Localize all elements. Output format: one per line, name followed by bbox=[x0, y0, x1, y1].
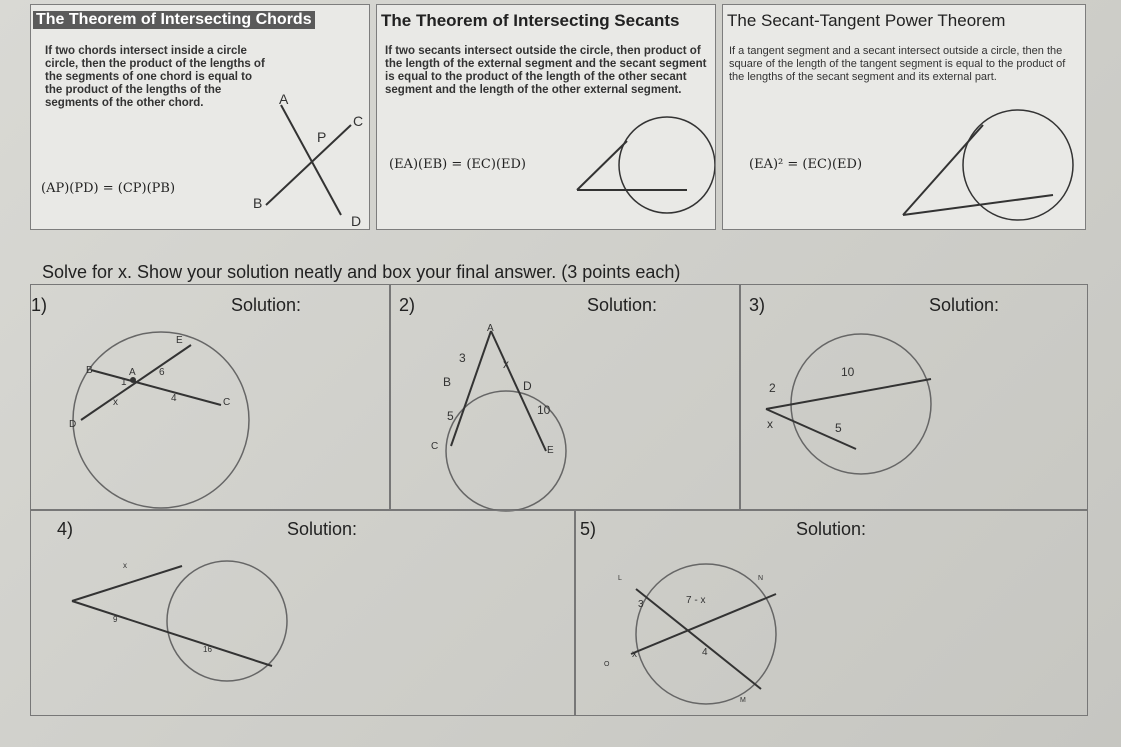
p1-label-4: 4 bbox=[171, 393, 177, 404]
secant-tangent-formula: (EA)² = (EC)(ED) bbox=[749, 157, 863, 172]
chords-text: If two chords intersect inside a circle circle, then the product of the lengths of the segments of one chord is equal to the product of the lengths of the segments of the other chord. bbox=[45, 45, 265, 109]
p2-label-a: A bbox=[487, 323, 494, 334]
problem-2-solution-label: Solution: bbox=[587, 295, 658, 315]
p1-label-c: C bbox=[223, 397, 231, 408]
problem-5-number: 5) bbox=[580, 519, 597, 539]
p5-label-3: 3 bbox=[638, 599, 644, 610]
p4-label-9: 9 bbox=[113, 615, 118, 624]
problem-4-solution-label: Solution: bbox=[287, 519, 358, 539]
problem-1-solution-label: Solution: bbox=[231, 295, 302, 315]
chords-formula: (AP)(PD) = (CP)(PB) bbox=[41, 181, 176, 196]
problem-4-box bbox=[30, 510, 575, 716]
problem-5-box bbox=[575, 510, 1088, 716]
p2-label-10: 10 bbox=[537, 403, 551, 417]
chords-label-a: A bbox=[279, 91, 289, 107]
p1-label-b: B bbox=[86, 365, 93, 376]
secants-formula: (EA)(EB) = (EC)(ED) bbox=[389, 157, 527, 172]
theorem-secant-tangent-panel bbox=[722, 4, 1086, 230]
problem-1-number: 1) bbox=[31, 295, 48, 315]
chords-title: The Theorem of Intersecting Chords bbox=[33, 11, 315, 29]
chords-label-d: D bbox=[351, 213, 362, 229]
p1-label-a: A bbox=[129, 367, 136, 378]
p5-label-x: x bbox=[632, 649, 637, 660]
chords-label-p: P bbox=[317, 129, 327, 145]
p3-label-x: x bbox=[767, 417, 773, 431]
secant-tangent-text: If a tangent segment and a secant intersect outside a circle, then the square of the length of the tangent segment is equal to the product of the lengths of the secant segment and its external part. bbox=[729, 45, 1066, 83]
p4-label-x: x bbox=[123, 561, 127, 570]
problem-3-solution-label: Solution: bbox=[929, 295, 1000, 315]
p1-label-x: x bbox=[113, 397, 118, 408]
p2-label-b: B bbox=[443, 375, 452, 389]
problem-2-number: 2) bbox=[399, 295, 416, 315]
problem-3-diagram bbox=[761, 309, 961, 509]
theorem-secants-panel bbox=[376, 4, 716, 230]
secant-tangent-diagram bbox=[893, 95, 1073, 225]
p1-label-6: 6 bbox=[159, 367, 165, 378]
p2-label-5: 5 bbox=[447, 409, 454, 423]
instructions: Solve for x. Show your solution neatly and box your final answer. (3 points each) bbox=[42, 262, 681, 282]
p3-label-2: 2 bbox=[769, 381, 776, 395]
p5-label-l: L bbox=[618, 575, 622, 582]
p2-label-3: 3 bbox=[459, 351, 466, 365]
p1-label-d: D bbox=[69, 419, 77, 430]
problem-4-diagram bbox=[67, 551, 307, 691]
p5-label-7-x: 7 - x bbox=[686, 595, 706, 606]
problem-1-box bbox=[30, 284, 390, 510]
p4-label-16: 16 bbox=[203, 645, 212, 654]
p3-label-5: 5 bbox=[835, 421, 842, 435]
p1-label-1: 1 bbox=[121, 377, 127, 388]
p5-label-m: M bbox=[740, 697, 746, 704]
secants-title: The Theorem of Intersecting Secants bbox=[381, 11, 680, 30]
problem-2-box bbox=[390, 284, 740, 510]
secants-text: If two secants intersect outside the circle, then product of the length of the external segment and the secant segment is equal to the product of the length of the other secant segment and the length of the other external segment. bbox=[385, 45, 707, 96]
secants-diagram bbox=[557, 105, 716, 225]
problem-5-solution-label: Solution: bbox=[796, 519, 867, 539]
p1-label-e: E bbox=[176, 335, 183, 346]
problem-3-number: 3) bbox=[749, 295, 766, 315]
p5-label-o: O bbox=[604, 661, 610, 668]
problem-3-box bbox=[740, 284, 1088, 510]
p5-label-n: N bbox=[758, 575, 764, 582]
theorem-chords-panel bbox=[30, 4, 370, 230]
chords-label-b: B bbox=[253, 195, 263, 211]
p2-label-e: E bbox=[547, 445, 554, 456]
problem-4-number: 4) bbox=[57, 519, 74, 539]
problem-5-diagram bbox=[596, 559, 796, 699]
p5-label-4: 4 bbox=[702, 647, 708, 658]
secant-tangent-title: The Secant-Tangent Power Theorem bbox=[727, 11, 1006, 30]
p2-label-x: x bbox=[503, 357, 509, 371]
p2-label-c: C bbox=[431, 441, 439, 452]
chords-label-c: C bbox=[353, 113, 364, 129]
problem-1-diagram bbox=[71, 335, 271, 505]
p3-label-10: 10 bbox=[841, 365, 855, 379]
p2-label-d: D bbox=[523, 379, 532, 393]
